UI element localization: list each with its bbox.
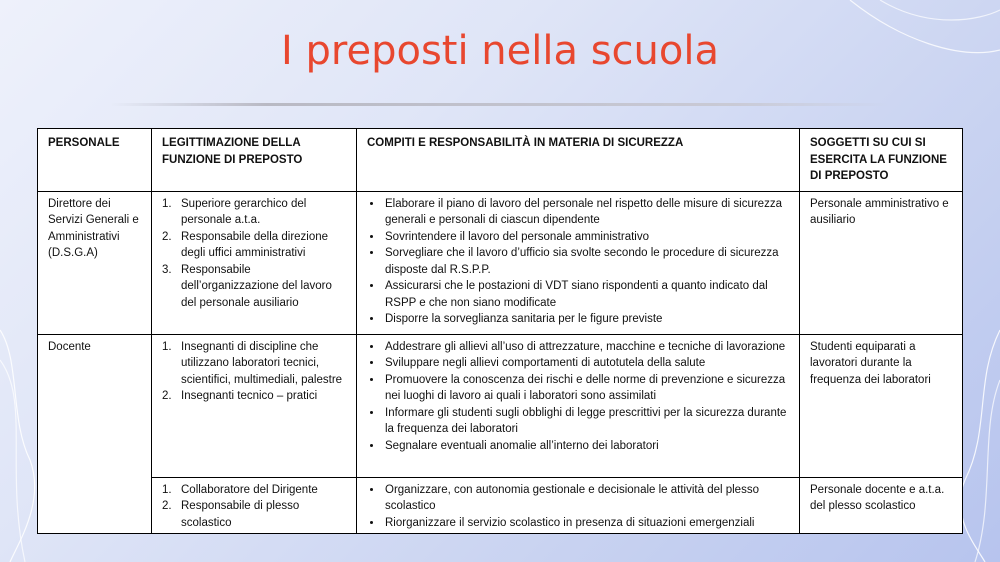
legittimazione-list <box>162 482 346 532</box>
list-item: 1. Insegnanti di discipline che utilizzano laboratori tecnici, scientifici, multimediali, palestre <box>162 340 343 386</box>
list-item: • Addestrare gli allievi all’uso di attrezzature, macchine e tecniche di lavorazione <box>383 339 789 356</box>
compiti-list <box>367 196 789 328</box>
list-item: • Assicurarsi che le postazioni di VDT siano rispondenti a quanto indicato dal RSPP e che non siano modificate <box>383 278 789 311</box>
title-divider <box>110 103 890 106</box>
list-item: 2. Insegnanti tecnico – pratici <box>162 390 318 402</box>
cell-soggetti: Studenti equiparati a lavoratori durante la frequenza dei laboratori <box>800 334 963 477</box>
list-item: • Promuovere la conoscenza dei rischi e delle norme di prevenzione e sicurezza nei luoghi di lavoro ai quali i laboratori sono assimilati <box>383 372 789 405</box>
cell-compiti <box>357 191 800 334</box>
table-row <box>38 191 963 334</box>
cell-compiti <box>357 477 800 534</box>
page-title: I preposti nella scuola <box>281 28 719 74</box>
list-item: • Sorvegliare che il lavoro d’ufficio sia svolte secondo le procedure di sicurezza disposte dal R.S.P.P. <box>383 245 789 278</box>
cell-compiti <box>357 334 800 477</box>
cell-soggetti: Personale docente e a.t.a. del plesso scolastico <box>800 477 963 534</box>
cell-personale: Direttore dei Servizi Generali e Amministrativi (D.S.G.A) <box>38 191 152 334</box>
list-item: • Sovrintendere il lavoro del personale amministrativo <box>383 229 789 246</box>
cell-soggetti: Personale amministrativo e ausiliario <box>800 191 963 334</box>
compiti-list <box>367 339 789 455</box>
compiti-list <box>367 482 789 532</box>
preposti-table <box>37 128 963 534</box>
cell-legittimazione <box>152 477 357 534</box>
header-legittimazione: LEGITTIMAZIONE DELLA FUNZIONE DI PREPOSTO <box>152 129 357 192</box>
list-item: • Disporre la sorveglianza sanitaria per le figure previste <box>383 311 789 328</box>
table-header-row <box>38 129 963 192</box>
list-item: • Segnalare eventuali anomalie all’interno dei laboratori <box>383 438 789 455</box>
list-item: 1. Collaboratore del Dirigente <box>162 483 318 496</box>
cell-legittimazione <box>152 334 357 477</box>
list-item: • Elaborare il piano di lavoro del personale nel rispetto delle misure di sicurezza generali e personali di ciascun dipendente <box>383 196 789 229</box>
list-item: • Organizzare, con autonomia gestionale e decisionale le attività del plesso scolastico <box>383 482 789 515</box>
legittimazione-list <box>162 196 346 312</box>
header-personale: PERSONALE <box>38 129 152 192</box>
list-item: • Informare gli studenti sugli obblighi di legge prescrittivi per la sicurezza durante la frequenza dei laboratori <box>383 405 789 438</box>
list-item: 2. Responsabile della direzione degli uffici amministrativi <box>162 230 329 259</box>
list-item: 1. Superiore gerarchico del personale a.t.a. <box>162 197 307 226</box>
list-item: 3. Responsabile dell’organizzazione del lavoro del personale ausiliario <box>162 263 332 309</box>
legittimazione-list <box>162 339 346 405</box>
list-item: • Sviluppare negli allievi comportamenti di autotutela della salute <box>383 355 789 372</box>
header-soggetti: SOGGETTI SU CUI SI ESERCITA LA FUNZIONE DI PREPOSTO <box>800 129 963 192</box>
table-row <box>38 334 963 477</box>
cell-legittimazione <box>152 191 357 334</box>
list-item: 2. Responsabile di plesso scolastico <box>162 500 300 529</box>
table-row <box>38 477 963 534</box>
header-compiti: COMPITI E RESPONSABILITÀ IN MATERIA DI SICUREZZA <box>357 129 800 192</box>
cell-personale: Docente <box>38 334 152 534</box>
list-item: • Riorganizzare il servizio scolastico in presenza di situazioni emergenziali <box>383 515 789 532</box>
